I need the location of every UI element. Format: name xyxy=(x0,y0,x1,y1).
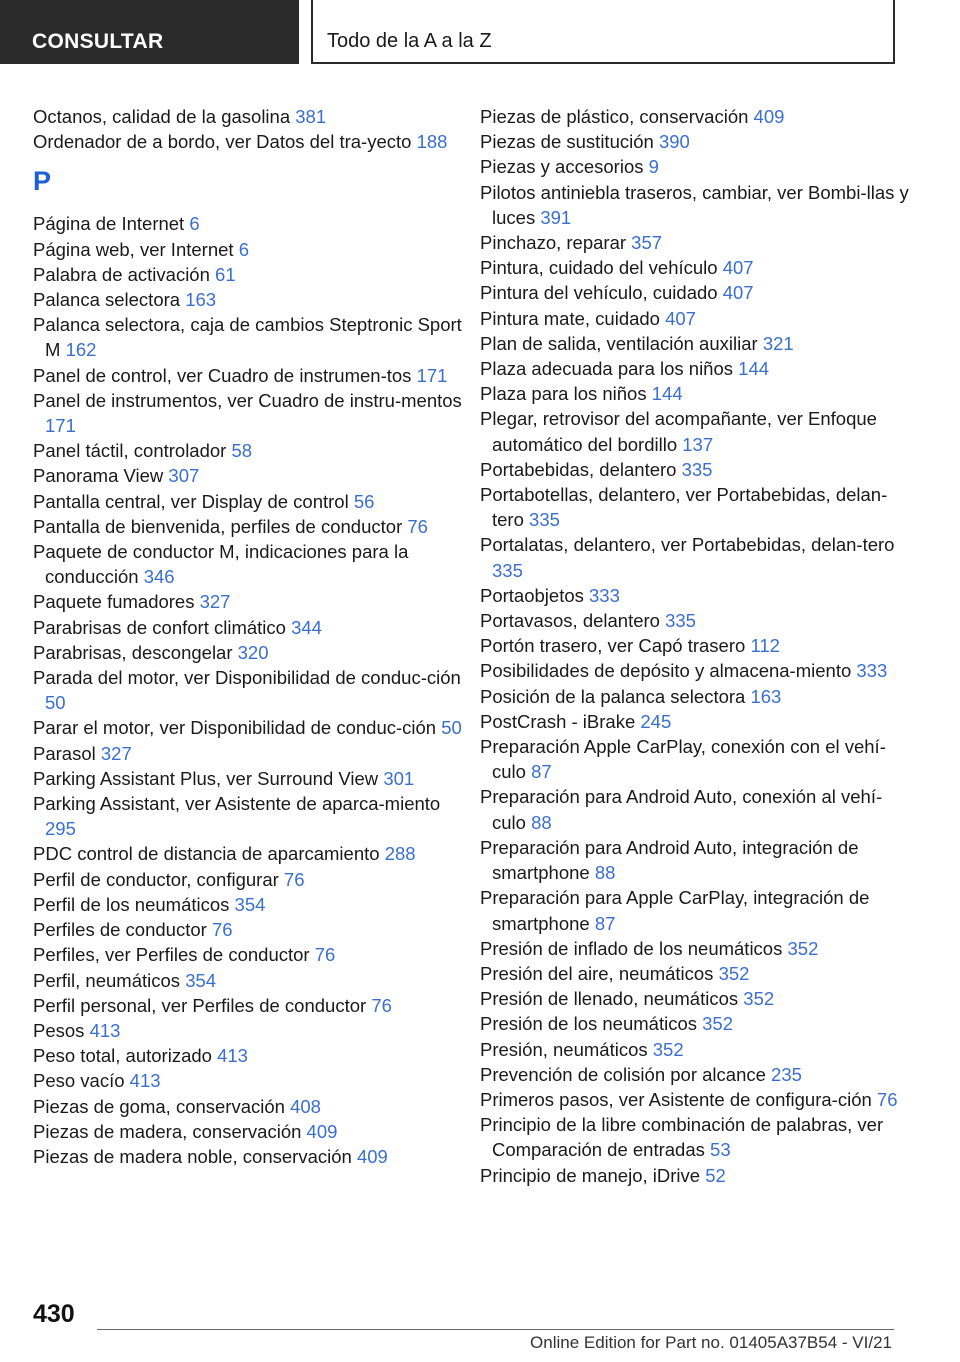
index-page-link[interactable]: 409 xyxy=(306,1120,338,1142)
index-entry xyxy=(480,230,910,255)
index-entry-text: Plan de salida, ventilación auxiliar xyxy=(480,332,758,354)
index-entry-text: Paquete de conductor M, indicaciones para la conducción xyxy=(33,541,409,588)
index-entry xyxy=(33,211,463,236)
index-page-link[interactable]: 357 xyxy=(631,232,663,254)
index-page-link[interactable]: 61 xyxy=(215,263,236,285)
index-entry xyxy=(33,363,463,388)
index-entry xyxy=(480,331,910,356)
index-page-link[interactable]: 413 xyxy=(129,1070,161,1092)
index-page-link[interactable]: 335 xyxy=(681,458,713,480)
index-entry xyxy=(480,986,910,1011)
index-page-link[interactable]: 352 xyxy=(702,1013,733,1035)
index-entry xyxy=(480,180,910,230)
index-page-link[interactable]: 137 xyxy=(682,433,714,455)
section-tab-label: CONSULTAR xyxy=(32,30,164,53)
index-page-link[interactable]: 346 xyxy=(143,566,175,588)
index-entry xyxy=(33,917,463,942)
index-page-link[interactable]: 321 xyxy=(762,332,794,354)
index-page-link[interactable]: 352 xyxy=(743,988,775,1010)
index-entry xyxy=(480,306,910,331)
index-page-link[interactable]: 344 xyxy=(291,616,322,638)
index-entry xyxy=(480,709,910,734)
index-entry-text: Perfiles, ver Perfiles de conductor xyxy=(33,944,310,966)
index-entry-text: Primeros pasos, ver Asistente de configura-ción xyxy=(480,1088,872,1110)
index-entry xyxy=(33,867,463,892)
index-entry-text: Preparación para Android Auto, conexión al vehí-culo xyxy=(480,786,883,833)
index-entry xyxy=(33,1043,463,1068)
index-entry xyxy=(480,154,910,179)
index-page-link[interactable]: 352 xyxy=(787,937,819,959)
index-entry xyxy=(33,262,463,287)
index-entry-text: Posición de la palanca selectora xyxy=(480,685,746,707)
index-entry-text: Plaza adecuada para los niños xyxy=(480,358,734,380)
index-entry xyxy=(33,312,463,362)
index-page-link[interactable]: 9 xyxy=(648,156,659,178)
footer-edition: Online Edition for Part no. 01405A37B54 - VI/21 xyxy=(530,1333,892,1352)
index-entry xyxy=(33,791,463,841)
index-entry-text: Parking Assistant Plus, ver Surround View xyxy=(33,767,379,789)
index-entry xyxy=(33,514,463,539)
index-entry-text: Piezas de goma, conservación xyxy=(33,1095,285,1117)
index-entry xyxy=(33,640,463,665)
index-page-link[interactable]: 245 xyxy=(640,710,672,732)
index-entry-text: Perfil de los neumáticos xyxy=(33,893,230,915)
index-page-link[interactable]: 50 xyxy=(441,717,462,739)
index-page-link[interactable]: 390 xyxy=(658,131,690,153)
section-tab xyxy=(0,0,299,64)
index-entry-text: Pantalla de bienvenida, perfiles de conductor xyxy=(33,515,403,537)
index-page-link[interactable]: 188 xyxy=(416,131,448,153)
index-page-link[interactable]: 352 xyxy=(718,962,750,984)
index-entry-text: Posibilidades de depósito y almacena-miento xyxy=(480,660,852,682)
index-entry xyxy=(480,936,910,961)
index-entry-text: Panel táctil, controlador xyxy=(33,440,227,462)
index-entry-text: Piezas de sustitución xyxy=(480,131,654,153)
index-entry xyxy=(480,104,910,129)
index-page-link[interactable]: 76 xyxy=(211,919,233,941)
index-page-link[interactable]: 163 xyxy=(185,289,217,311)
index-entry xyxy=(480,255,910,280)
index-page-link[interactable]: 407 xyxy=(665,307,696,329)
index-entry-text: Plegar, retrovisor del acompañante, ver Enfoque automático del bordillo xyxy=(480,408,877,455)
index-entry xyxy=(33,1018,463,1043)
index-entry-text: Parking Assistant, ver Asistente de aparca-miento xyxy=(33,793,441,815)
index-entry-text: Piezas de plástico, conservación xyxy=(480,106,749,127)
index-entry-text: Palabra de activación xyxy=(33,263,210,285)
index-entry xyxy=(33,237,463,262)
index-page-link[interactable]: 288 xyxy=(384,843,416,865)
index-entry xyxy=(480,356,910,381)
index-entry xyxy=(33,1119,463,1144)
index-page-link[interactable]: 144 xyxy=(651,383,683,405)
index-entry-text: Parabrisas de confort climático xyxy=(33,616,286,638)
footer-divider xyxy=(97,1329,894,1330)
index-page-link[interactable]: 327 xyxy=(199,591,231,613)
index-entry-text: PDC control de distancia de aparcamiento xyxy=(33,843,380,865)
index-entry xyxy=(480,280,910,305)
index-entry-text: Perfil de conductor, configurar xyxy=(33,868,279,890)
index-entry xyxy=(33,129,463,154)
index-page-link[interactable]: 413 xyxy=(89,1019,121,1041)
index-entry xyxy=(33,287,463,312)
index-entry xyxy=(480,583,910,608)
index-page-link[interactable]: 307 xyxy=(168,465,200,487)
index-page-link[interactable]: 407 xyxy=(722,282,754,304)
index-page-link[interactable]: 76 xyxy=(876,1088,898,1110)
index-page-link[interactable]: 52 xyxy=(705,1164,726,1186)
index-entry-text: Parabrisas, descongelar xyxy=(33,641,233,663)
index-page-link[interactable]: 163 xyxy=(750,685,782,707)
index-entry xyxy=(33,968,463,993)
index-page-link[interactable]: 335 xyxy=(529,509,560,531)
index-entry-text: Pintura del vehículo, cuidado xyxy=(480,282,718,304)
index-column-right xyxy=(480,104,910,1188)
index-page-link[interactable]: 162 xyxy=(65,339,97,361)
index-entry xyxy=(480,532,910,582)
index-page-link[interactable]: 87 xyxy=(531,761,552,783)
index-page-link[interactable]: 171 xyxy=(45,415,76,437)
index-entry xyxy=(33,104,463,129)
index-entry-text: Parasol xyxy=(33,742,96,764)
index-entry xyxy=(33,438,463,463)
index-entry-text: Paquete fumadores xyxy=(33,591,195,613)
index-entry-text: Preparación para Apple CarPlay, integración de smartphone xyxy=(480,887,870,934)
index-entry-text: Portavasos, delantero xyxy=(480,610,660,632)
index-entry-text: Pintura mate, cuidado xyxy=(480,307,660,329)
index-page-link[interactable]: 407 xyxy=(722,257,754,279)
index-entry xyxy=(480,658,910,683)
index-page-link[interactable]: 53 xyxy=(710,1139,731,1161)
index-page-link[interactable]: 413 xyxy=(217,1045,248,1067)
index-entry xyxy=(33,463,463,488)
index-entry xyxy=(480,1087,910,1112)
index-entry-text: Principio de manejo, iDrive xyxy=(480,1164,701,1186)
index-entry xyxy=(480,835,910,885)
index-entry-text: Parar el motor, ver Disponibilidad de conduc-ción xyxy=(33,717,437,739)
index-page-link[interactable]: 88 xyxy=(594,862,616,884)
index-entry xyxy=(480,885,910,935)
index-entry xyxy=(33,615,463,640)
index-page-link[interactable]: 88 xyxy=(531,811,552,833)
index-entry-text: Plaza para los niños xyxy=(480,383,647,405)
index-entry-text: Preparación para Android Auto, integración de smartphone xyxy=(480,836,859,884)
index-entry-text: Presión de los neumáticos xyxy=(480,1013,697,1035)
index-entry xyxy=(480,608,910,633)
index-page-link[interactable]: 408 xyxy=(290,1095,321,1117)
index-entry xyxy=(480,633,910,658)
index-entry-text: Perfil, neumáticos xyxy=(33,969,181,991)
index-entry xyxy=(33,665,463,715)
index-page-link[interactable]: 354 xyxy=(234,893,266,915)
index-entry xyxy=(33,993,463,1018)
index-entry-text: Portón trasero, ver Capó trasero xyxy=(480,635,746,657)
index-entry xyxy=(480,734,910,784)
index-page-link[interactable]: 335 xyxy=(492,559,523,581)
index-entry-text: Panorama View xyxy=(33,465,164,487)
index-entry-text: Panel de instrumentos, ver Cuadro de instru-mentos xyxy=(33,389,462,411)
index-entry-text: Portalatas, delantero, ver Portabebidas, delan-tero xyxy=(480,534,895,556)
index-page-link[interactable]: 409 xyxy=(753,106,785,127)
index-entry-text: Piezas y accesorios xyxy=(480,156,644,178)
index-entry-text: Página de Internet xyxy=(33,213,185,235)
index-page-link[interactable]: 301 xyxy=(383,767,415,789)
index-entry xyxy=(480,1163,910,1188)
index-page-link[interactable]: 235 xyxy=(771,1063,802,1085)
index-entry-text: Pilotos antiniebla traseros, cambiar, ver Bombi-llas y luces xyxy=(480,181,909,228)
index-column-left xyxy=(33,104,463,1169)
index-page-link[interactable]: 144 xyxy=(738,358,770,380)
index-page-link[interactable]: 58 xyxy=(231,440,253,462)
index-entry-text: Presión de inflado de los neumáticos xyxy=(480,937,783,959)
index-page-link[interactable]: 87 xyxy=(594,912,616,934)
index-entry xyxy=(480,129,910,154)
index-entry-text: Palanca selectora xyxy=(33,289,181,311)
index-page-link[interactable]: 76 xyxy=(371,994,392,1016)
index-page-link[interactable]: 295 xyxy=(45,818,76,840)
index-page-link[interactable]: 335 xyxy=(665,610,696,632)
index-page-link[interactable]: 6 xyxy=(189,213,200,235)
index-entry-text: Octanos, calidad de la gasolina xyxy=(33,106,291,127)
index-entry-text: Perfiles de conductor xyxy=(33,919,207,941)
index-entry xyxy=(33,388,463,438)
index-entry xyxy=(33,489,463,514)
index-page-link[interactable]: 391 xyxy=(540,206,572,228)
index-page-link[interactable]: 333 xyxy=(856,660,888,682)
index-page-link[interactable]: 112 xyxy=(750,635,780,657)
index-entry xyxy=(480,1112,910,1162)
index-entry-text: Peso total, autorizado xyxy=(33,1045,212,1067)
index-page-link[interactable]: 56 xyxy=(353,490,375,512)
chapter-title: Todo de la A a la Z xyxy=(327,30,492,52)
page-number: 430 xyxy=(33,1300,75,1328)
index-entry-text: Panel de control, ver Cuadro de instrumen-tos xyxy=(33,364,412,386)
index-page-link[interactable]: 409 xyxy=(356,1145,388,1167)
index-entry-text: Pesos xyxy=(33,1019,85,1041)
index-entry-text: Página web, ver Internet xyxy=(33,238,234,260)
index-entry xyxy=(480,482,910,532)
index-page-link[interactable]: 76 xyxy=(283,868,305,890)
index-entry xyxy=(33,766,463,791)
index-page-link[interactable]: 50 xyxy=(45,692,66,714)
index-entry xyxy=(33,715,463,740)
index-entry xyxy=(480,1062,910,1087)
index-page-link[interactable]: 327 xyxy=(100,742,132,764)
index-entry xyxy=(480,784,910,834)
index-entry xyxy=(33,942,463,967)
index-page-link[interactable]: 381 xyxy=(295,106,327,127)
index-entry xyxy=(33,841,463,866)
index-entry xyxy=(480,1011,910,1036)
index-entry-text: Prevención de colisión por alcance xyxy=(480,1063,766,1085)
index-entry xyxy=(480,406,910,456)
index-entry-text: Portabebidas, delantero xyxy=(480,458,677,480)
index-entry xyxy=(480,381,910,406)
index-entry xyxy=(480,457,910,482)
index-page-link[interactable]: 354 xyxy=(185,969,217,991)
index-entry-text: Pinchazo, reparar xyxy=(480,232,627,254)
index-entry-text: Piezas de madera noble, conservación xyxy=(33,1145,352,1167)
index-entry xyxy=(480,1037,910,1062)
index-entry-text: Pantalla central, ver Display de control xyxy=(33,490,349,512)
index-entry-text: Presión, neumáticos xyxy=(480,1038,648,1060)
index-entry-text: Peso vacío xyxy=(33,1070,125,1092)
index-page-link[interactable]: 6 xyxy=(238,238,249,260)
index-entry-text: Principio de la libre combinación de palabras, ver Comparación de entradas xyxy=(480,1114,884,1161)
index-entry xyxy=(480,684,910,709)
index-entry-text: Presión del aire, neumáticos xyxy=(480,962,714,984)
index-entry xyxy=(33,1094,463,1119)
index-entry xyxy=(33,892,463,917)
index-entry xyxy=(33,741,463,766)
index-entry xyxy=(33,539,463,589)
index-entry-text: Ordenador de a bordo, ver Datos del tra-yecto xyxy=(33,131,412,153)
index-entry-text: Portaobjetos xyxy=(480,584,584,606)
index-entry xyxy=(480,961,910,986)
index-entry-text: Parada del motor, ver Disponibilidad de conduc-ción xyxy=(33,667,461,689)
index-page-link[interactable]: 333 xyxy=(589,584,620,606)
index-letter-heading: P xyxy=(33,166,52,197)
index-entry-text: PostCrash - iBrake xyxy=(480,710,636,732)
index-entry-text: Pintura, cuidado del vehículo xyxy=(480,257,718,279)
index-entry-text: Preparación Apple CarPlay, conexión con el vehí-culo xyxy=(480,736,886,783)
index-page-link[interactable]: 352 xyxy=(652,1038,684,1060)
index-entry-text: Piezas de madera, conservación xyxy=(33,1120,302,1142)
index-page-link[interactable]: 171 xyxy=(416,364,448,386)
index-page-link[interactable]: 76 xyxy=(407,515,428,537)
index-entry-text: Presión de llenado, neumáticos xyxy=(480,988,739,1010)
chapter-header xyxy=(311,0,895,64)
index-page-link[interactable]: 76 xyxy=(314,944,336,966)
index-page-link[interactable]: 320 xyxy=(237,641,269,663)
index-entry xyxy=(33,1068,463,1093)
index-entry-text: Portabotellas, delantero, ver Portabebidas, delan-tero xyxy=(480,484,888,531)
index-entry xyxy=(33,589,463,614)
index-entry-text: Perfil personal, ver Perfiles de conductor xyxy=(33,994,367,1016)
index-entry xyxy=(33,1144,463,1169)
index-entry-text: Palanca selectora, caja de cambios Steptronic Sport M xyxy=(33,314,462,361)
